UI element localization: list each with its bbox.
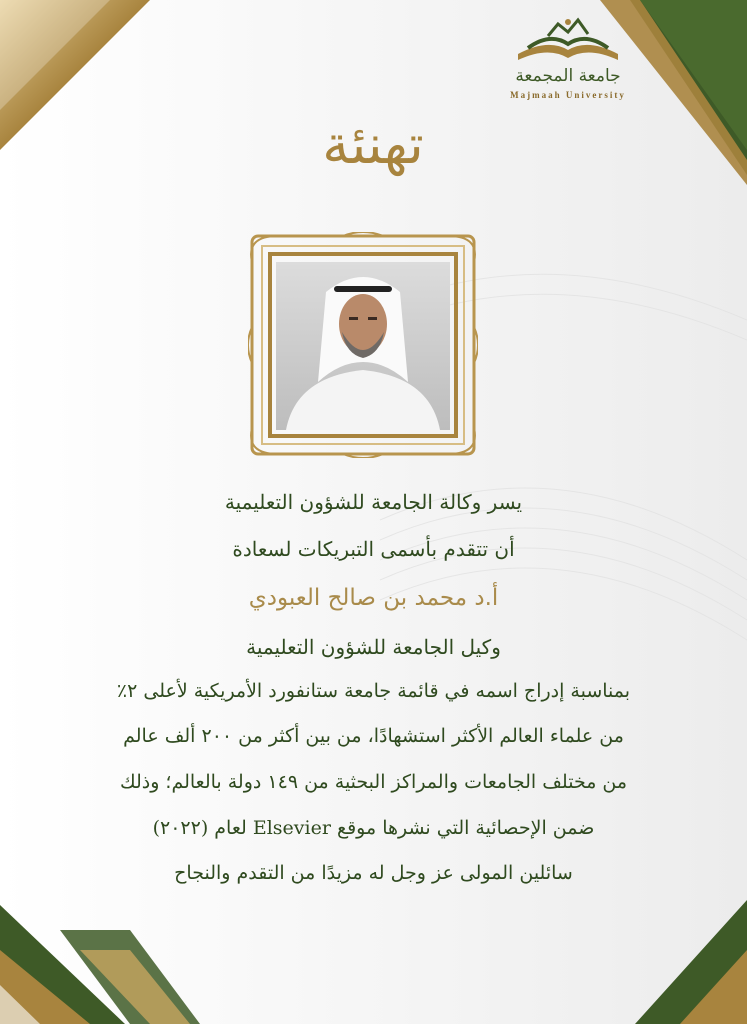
logo-arabic-text: جامعة المجمعة [515, 66, 621, 86]
message-line-1: يسر وكالة الجامعة للشؤون التعليمية [224, 490, 523, 514]
message-line-6: من علماء العالم الأكثر استشهادًا، من بين أكثر من ٢٠٠ ألف عالم [123, 725, 624, 747]
university-logo [488, 10, 648, 100]
honoree-position: وكيل الجامعة للشؤون التعليمية [246, 635, 501, 659]
message-line-8: ضمن الإحصائية التي نشرها موقع Elsevier لعام (٢٠٢٢) [152, 817, 595, 839]
portrait-photo [276, 262, 450, 430]
message-line-2: أن تتقدم بأسمى التبريكات لسعادة [232, 537, 515, 561]
message-line-7: من مختلف الجامعات والمراكز البحثية من ١٤٩ دولة بالعالم؛ وذلك [119, 771, 628, 793]
message-line-9: سائلين المولى عز وجل له مزيدًا من التقدم والنجاح [174, 862, 573, 884]
logo-english-text: Majmaah University [510, 90, 626, 100]
message-line-5: بمناسبة إدراج اسمه في قائمة جامعة ستانفورد الأمريكية لأعلى ٢٪ [116, 680, 631, 702]
book-logo-icon [488, 10, 648, 66]
honoree-name: أ.د محمد بن صالح العبودي [248, 585, 499, 611]
page-title: تهنئة [322, 113, 424, 176]
